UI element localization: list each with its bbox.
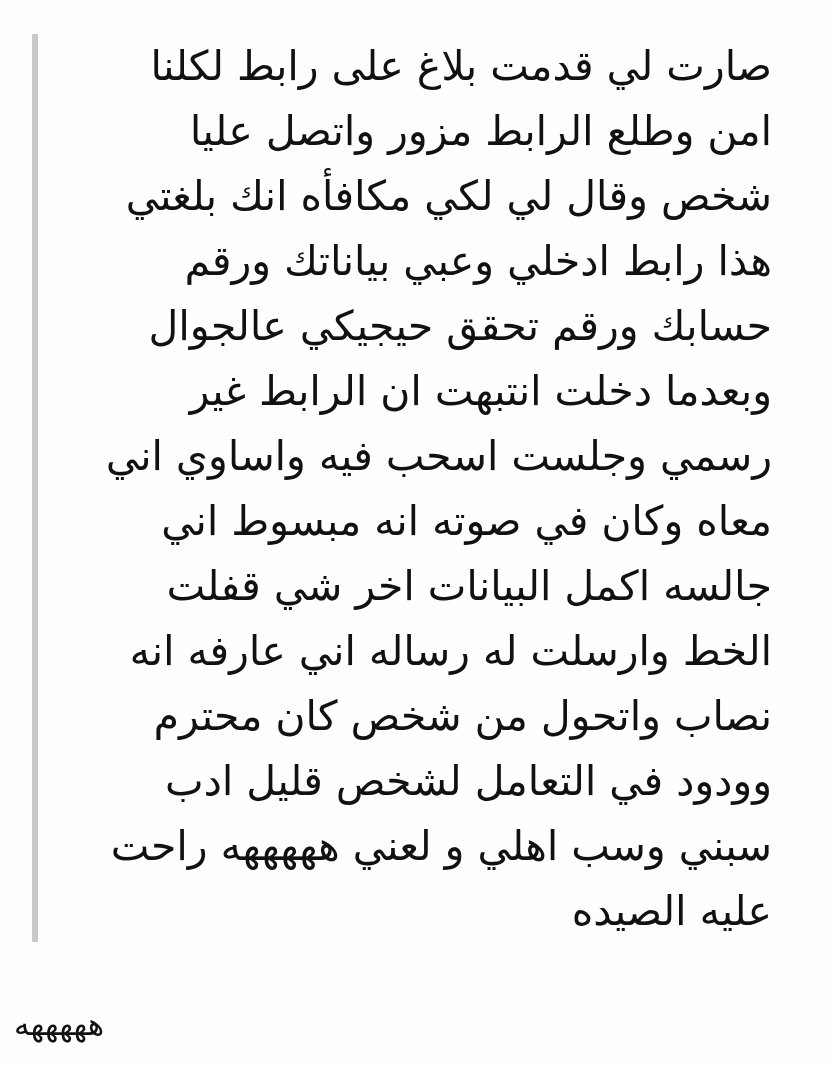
quote-line: هذا رابط ادخلي وعبي بياناتك ورقم (184, 237, 772, 285)
quoted-post-text (52, 34, 772, 944)
quote-line: شخص وقال لي لكي مكافأه انك بلغتي (125, 172, 772, 220)
quote-line: جالسه اكمل البيانات اخر شي قفلت (166, 562, 772, 610)
quote-line: حسابك ورقم تحقق حيجيكي عالجوال (148, 302, 772, 350)
reply-text: هههههه (14, 1007, 105, 1043)
quote-line: سبني وسب اهلي و لعني هههههه راحت (110, 822, 772, 870)
quote-line: رسمي وجلست اسحب فيه واساوي اني (105, 432, 772, 480)
quote-line: معاه وكان في صوته انه مبسوط اني (161, 497, 772, 545)
quote-line: الخط وارسلت له رساله اني عارفه انه (129, 627, 772, 675)
quote-line: وبعدما دخلت انتبهت ان الرابط غير (189, 367, 772, 415)
quote-line: نصاب واتحول من شخص كان محترم (153, 692, 772, 740)
quote-line: امن وطلع الرابط مزور واتصل عليا (189, 107, 772, 155)
quote-line: عليه الصيده (571, 887, 772, 935)
quote-line: صارت لي قدمت بلاغ على رابط لكلنا (150, 42, 772, 90)
quote-line: وودود في التعامل لشخص قليل ادب (165, 757, 772, 805)
quoted-post (32, 34, 792, 942)
